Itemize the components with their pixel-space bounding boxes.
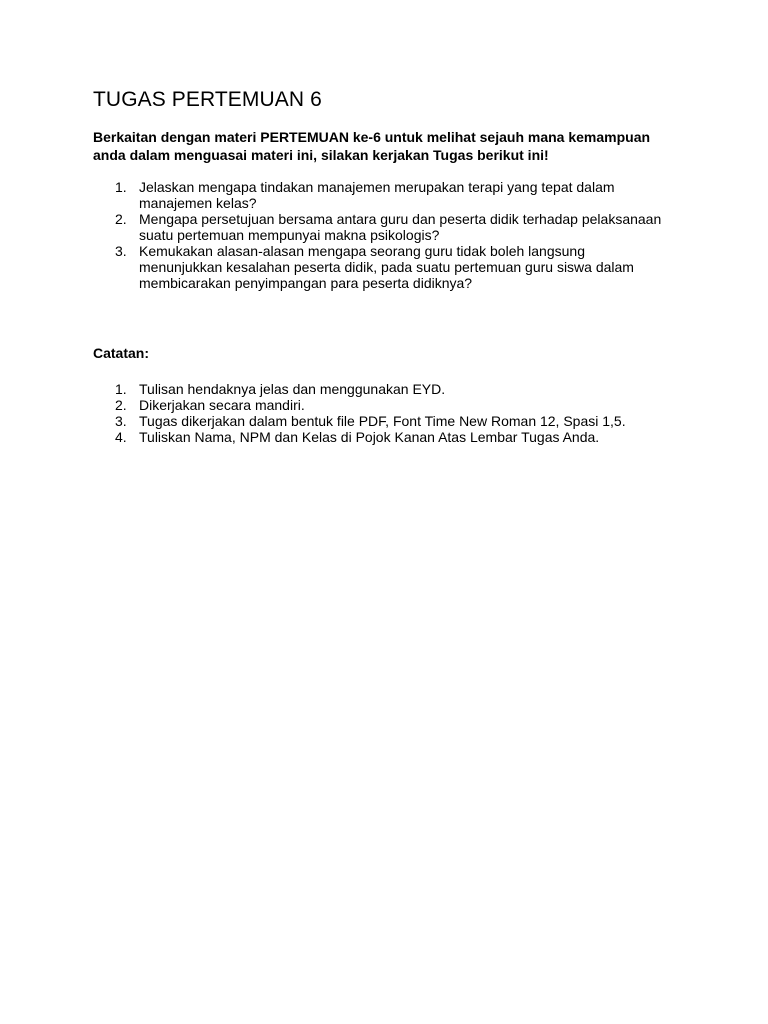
note-item (93, 413, 669, 429)
document-title: TUGAS PERTEMUAN 6 (93, 88, 322, 111)
task-item (93, 243, 669, 291)
note-number: 2. (115, 397, 127, 413)
note-text: Dikerjakan secara mandiri. (139, 397, 305, 413)
note-item (93, 397, 669, 413)
note-number: 4. (115, 429, 127, 445)
task-number: 3. (115, 243, 127, 259)
note-item (93, 381, 669, 397)
task-text: Jelaskan mengapa tindakan manajemen merupakan terapi yang tepat dalam manajemen kelas? (139, 179, 615, 211)
task-item (93, 211, 669, 243)
note-number: 1. (115, 381, 127, 397)
task-list (93, 179, 693, 291)
note-text: Tuliskan Nama, NPM dan Kelas di Pojok Kanan Atas Lembar Tugas Anda. (139, 429, 600, 445)
notes-heading: Catatan: (93, 345, 150, 361)
note-number: 3. (115, 413, 127, 429)
intro-paragraph: Berkaitan dengan materi PERTEMUAN ke-6 untuk melihat sejauh mana kemampuan anda dalam menguasai materi ini, silakan kerjakan Tugas berikut ini! (93, 129, 651, 163)
task-number: 1. (115, 179, 127, 195)
task-text: Mengapa persetujuan bersama antara guru dan peserta didik terhadap pelaksanaan suatu pertemuan mempunyai makna psikologis? (139, 211, 662, 243)
note-text: Tulisan hendaknya jelas dan menggunakan EYD. (139, 381, 446, 397)
note-text: Tugas dikerjakan dalam bentuk file PDF, Font Time New Roman 12, Spasi 1,5. (139, 413, 626, 429)
task-text: Kemukakan alasan-alasan mengapa seorang guru tidak boleh langsung menunjukkan kesalahan peserta didik, pada suatu pertemuan guru siswa dalam membicarakan penyimpangan para peserta didiknya? (139, 243, 634, 291)
task-number: 2. (115, 211, 127, 227)
notes-list (93, 381, 693, 445)
note-item (93, 429, 669, 445)
task-item (93, 179, 669, 211)
document-content (93, 86, 693, 445)
